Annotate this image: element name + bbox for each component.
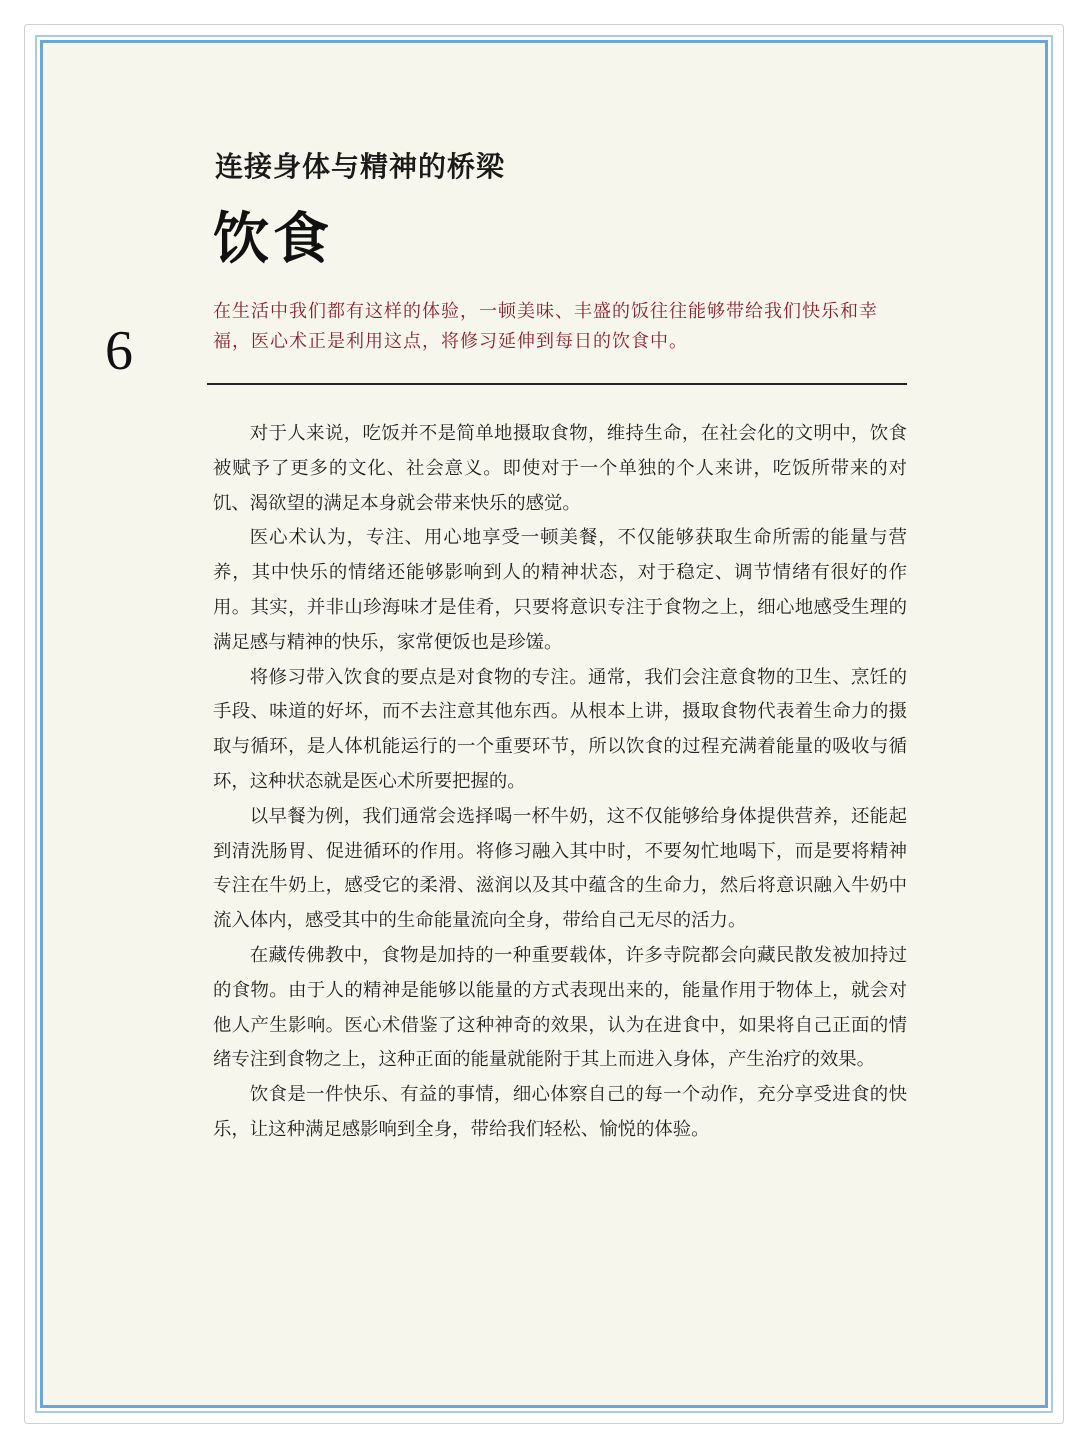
chapter-intro: 在生活中我们都有这样的体验，一顿美味、丰盛的饭往往能够带给我们快乐和幸福，医心术正是利用这点，将修习延伸到每日的饮食中。 [213,301,878,352]
page-frame [40,40,1048,1408]
chapter-number: 6 [105,320,133,382]
chapter-title: 饮食 [213,206,333,272]
paragraph: 在藏传佛教中，食物是加持的一种重要载体，许多寺院都会向藏民散发被加持过的食物。由于人的精神是能够以能量的方式表现出来的，能量作用于物体上，就会对他人产生影响。医心术借鉴了这种神奇的效果，认为在进食中，如果将自己正面的情绪专注到食物之上，这种正面的能量就能附于其上而进入身体，产生治疗的效果。 [213,944,907,1071]
chapter-subtitle: 连接身体与精神的桥梁 [215,150,506,183]
paragraph: 饮食是一件快乐、有益的事情，细心体察自己的每一个动作，充分享受进食的快乐，让这种满足感影响到全身，带给我们轻松、愉悦的体验。 [213,1084,907,1140]
body-text [213,417,907,1148]
section-divider [207,383,907,385]
paragraph: 将修习带入饮食的要点是对食物的专注。通常，我们会注意食物的卫生、烹饪的手段、味道的好坏，而不去注意其他东西。从根本上讲，摄取食物代表着生命力的摄取与循环，是人体机能运行的一个重要环节，所以饮食的过程充满着能量的吸收与循环，这种状态就是医心术所要把握的。 [213,666,907,792]
paragraph: 以早餐为例，我们通常会选择喝一杯牛奶，这不仅能够给身体提供营养，还能起到清洗肠胃、促进循环的作用。将修习融入其中时，不要匆忙地喝下，而是要将精神专注在牛奶上，感受它的柔滑、滋润以及其中蕴含的生命力，然后将意识融入牛奶中流入体内，感受其中的生命能量流向全身，带给自己无尽的活力。 [213,805,907,932]
paragraph: 对于人来说，吃饭并不是简单地摄取食物，维持生命，在社会化的文明中，饮食被赋予了更多的文化、社会意义。即使对于一个单独的个人来讲，吃饭所带来的对饥、渴欲望的满足本身就会带来快乐的感觉。 [213,423,907,514]
paragraph: 医心术认为，专注、用心地享受一顿美餐，不仅能够获取生命所需的能量与营养，其中快乐的情绪还能够影响到人的精神状态，对于稳定、调节情绪有很好的作用。其实，并非山珍海味才是佳肴，只要将意识专注于食物之上，细心地感受生理的满足感与精神的快乐，家常便饭也是珍馐。 [213,527,907,653]
